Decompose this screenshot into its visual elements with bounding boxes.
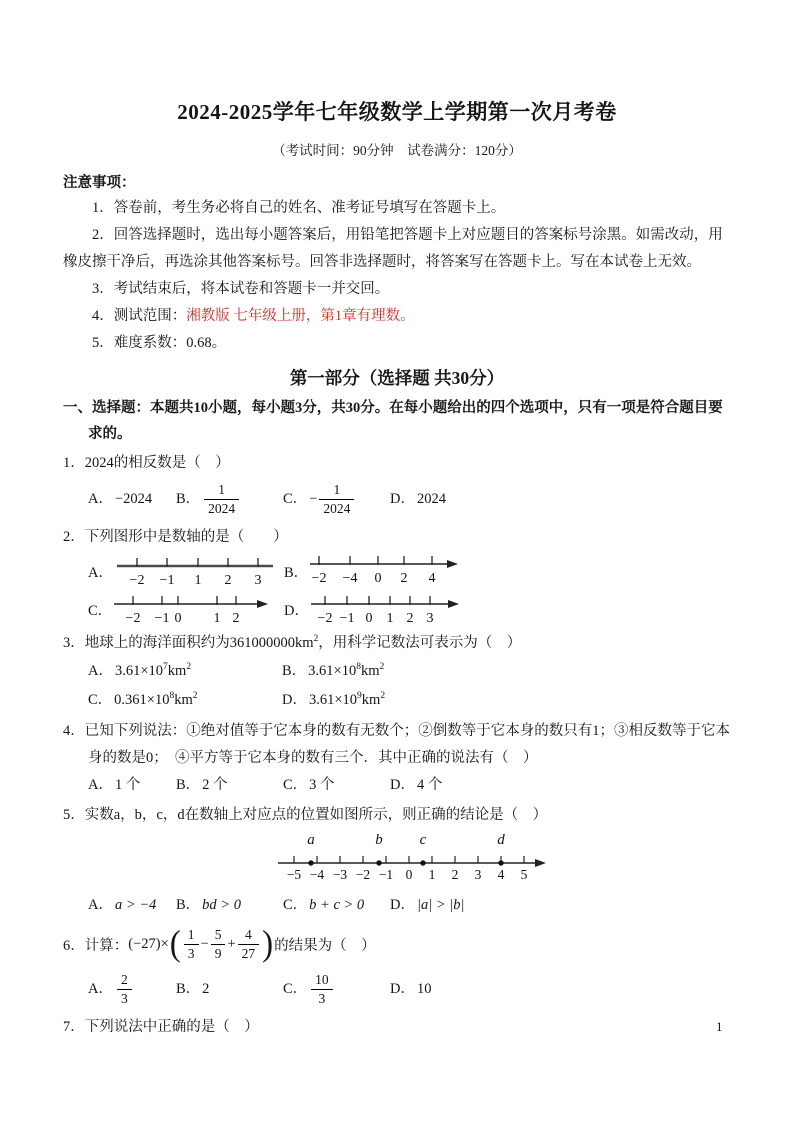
page-content: [63, 88, 731, 1041]
tick-label: −2: [311, 571, 327, 586]
fraction-denominator: 2024: [323, 500, 351, 516]
coefficient: 3.61×10: [308, 663, 357, 679]
big-paren-open: (: [169, 924, 181, 963]
section-1-heading: 第一部分（选择题 共30分）: [289, 368, 505, 388]
tick-label: 1: [194, 573, 202, 588]
notice-item-5: 5．难度系数：0.68。: [92, 335, 227, 351]
fraction-numerator: 4: [238, 927, 260, 945]
q1-option-a-value: −2024: [114, 490, 153, 507]
q6-stem-pre: 6．计算：: [63, 937, 129, 954]
tick-label: 2: [451, 867, 459, 882]
q1-options: [63, 477, 731, 521]
tick-label: 3: [474, 867, 482, 882]
q2-figure-row-2: [63, 591, 731, 627]
q1-option-c: [283, 482, 390, 516]
q3-stem: [63, 630, 731, 657]
point-a-dot: [308, 860, 313, 865]
point-b-dot: [376, 860, 381, 865]
q4-option-a-letter: A．: [88, 777, 113, 793]
tick-label: 0: [405, 867, 413, 882]
q2-figure-a-label: A．: [88, 564, 113, 581]
q1-option-a: [88, 486, 176, 513]
question-4: [63, 718, 731, 799]
fraction-denominator: 3: [120, 990, 128, 1006]
q1-option-d-letter: D．: [390, 490, 415, 507]
q4-option-d: [390, 772, 731, 799]
q6-option-a-fraction: [117, 972, 132, 1006]
tick-label: 0: [365, 611, 373, 626]
q4-options: [63, 772, 731, 799]
q6-option-d: [390, 976, 731, 1003]
q6-option-c-fraction: [311, 972, 333, 1006]
tick-label: 3: [254, 573, 262, 588]
notice-item-2: 2．回答选择题时，选出每小题答案后，用铅笔把答题卡上对应题目的答案标号涂黑。如需改动，用橡皮擦干净后，再选涂其他答案标号。回答非选择题时，将答案写在答题卡上。写在本试卷上无效。: [63, 227, 723, 270]
operator-minus: −: [200, 935, 209, 952]
tick-label: 0: [174, 611, 182, 626]
q2-figure-c: [88, 591, 284, 627]
q5-number-line: [278, 831, 552, 887]
fraction-denominator: 27: [241, 945, 256, 961]
page-title: 2024-2025学年七年级数学上学期第一次月考卷: [177, 100, 617, 124]
tick-label: −1: [154, 611, 170, 626]
q6-stem: [63, 921, 731, 967]
q4-option-b-letter: B．: [176, 777, 201, 793]
tick-label: 0: [374, 571, 382, 586]
q2-stem: 2．下列图形中是数轴的是（ ）: [63, 529, 288, 545]
q5-stem: 5．实数a，b，c，d在数轴上对应点的位置如图所示，则正确的结论是（ ）: [63, 807, 548, 823]
operator-plus: +: [227, 935, 236, 952]
q4-option-b: [176, 772, 283, 799]
fraction-denominator: 9: [214, 945, 222, 961]
q5-option-b-value: bd > 0: [202, 897, 241, 913]
unit: km: [167, 663, 187, 679]
notice-section: [63, 171, 731, 357]
q4-option-b-value: 2 个: [202, 777, 228, 793]
point-d-label: d: [497, 832, 505, 848]
q4-option-c-value: 3 个: [309, 777, 335, 793]
q6-option-c: [283, 972, 390, 1006]
q6-expression-lead: (−27)×: [128, 935, 169, 952]
q4-option-d-letter: D．: [390, 777, 415, 793]
q3-option-d: [282, 686, 731, 715]
q3-options: [63, 657, 731, 715]
section-1-instruction: 一、选择题：本题共10小题，每小题3分，共30分。在每小题给出的四个选项中，只有一项是符合题目要求的。: [63, 400, 723, 442]
question-3: [63, 630, 731, 715]
question-5: [63, 802, 731, 919]
q1-option-b-letter: B．: [176, 490, 201, 507]
q2-figure-a: [88, 553, 284, 589]
fraction-denominator: 3: [187, 945, 195, 961]
unit-exponent: 2: [380, 691, 386, 702]
q4-option-c-letter: C．: [283, 777, 308, 793]
tick-label: 1: [386, 611, 394, 626]
minus-sign: −: [309, 490, 318, 507]
q5-option-a: [88, 892, 176, 919]
coefficient: 3.61×10: [114, 663, 164, 679]
arrow-icon: [257, 600, 268, 608]
q1-stem: 1．2024的相反数是（ ）: [63, 455, 230, 471]
fraction-numerator: 2: [117, 972, 132, 990]
q5-option-d-letter: D．: [390, 897, 415, 913]
question-7: [63, 1014, 731, 1041]
q6-fraction-2: [211, 927, 226, 961]
q5-option-d: [390, 892, 731, 919]
unit: km: [361, 692, 381, 708]
point-a-label: a: [307, 832, 315, 848]
q6-option-d-value: 10: [416, 980, 432, 997]
coefficient: 3.61×10: [308, 692, 358, 708]
coefficient: 0.361×10: [114, 692, 170, 708]
q3-option-d-letter: D．: [282, 692, 307, 708]
q5-option-a-value: a > −4: [114, 897, 157, 913]
q6-options: [63, 967, 731, 1011]
tick-label: 4: [497, 867, 505, 882]
q5-option-c: [283, 892, 390, 919]
q6-fraction-3: [238, 927, 260, 961]
q5-option-c-letter: C．: [283, 897, 308, 913]
question-1: [63, 450, 731, 521]
q2-figure-b: [284, 553, 465, 589]
point-b-label: b: [375, 832, 383, 848]
q4-stem: 4．已知下列说法：①绝对值等于它本身的数有无数个；②倒数等于它本身的数只有1；③相反数等于它本身的数是0； ④平方等于它本身的数有三个．其中正确的说法有（ ）: [63, 723, 730, 766]
tick-label: −2: [355, 867, 371, 882]
notice-item-4-prefix: 4．测试范围：: [92, 308, 187, 324]
q5-option-a-letter: A．: [88, 897, 113, 913]
exponent: 8: [356, 662, 361, 673]
q5-figure: [278, 831, 731, 892]
q6-option-d-letter: D．: [390, 980, 415, 997]
exponent: 9: [357, 691, 362, 702]
point-c-dot: [420, 860, 425, 865]
q2-figure-d: [284, 591, 466, 627]
q4-option-c: [283, 772, 390, 799]
q2-figure-b-label: B．: [284, 564, 309, 581]
q6-stem-post: 的结果为（ ）: [274, 937, 376, 954]
notice-item-1: 1．答卷前，考生务必将自己的姓名、准考证号填写在答题卡上。: [92, 200, 506, 216]
number-line-b: [310, 553, 465, 589]
q1-option-d: [390, 486, 731, 513]
fraction-numerator: 5: [211, 927, 226, 945]
arrow-icon: [448, 600, 459, 608]
unit: km: [360, 663, 380, 679]
q3-option-b: [282, 657, 731, 686]
number-line-a: [115, 553, 280, 589]
tick-label: −3: [332, 867, 348, 882]
tick-label: 5: [520, 867, 528, 882]
q5-option-d-value: |a| > |b|: [416, 897, 465, 913]
q3-option-c-letter: C．: [88, 692, 113, 708]
ticks: [294, 856, 524, 863]
q1-option-c-letter: C．: [283, 490, 308, 507]
notice-item-3: 3．考试结束后，将本试卷和答题卡一并交回。: [92, 281, 390, 297]
q4-option-a: [88, 772, 176, 799]
tick-label: 1: [428, 867, 436, 882]
q3-option-b-letter: B．: [282, 663, 307, 679]
fraction-denominator: 2024: [208, 500, 236, 516]
q6-option-b-value: 2: [202, 980, 210, 997]
fraction-numerator: 1: [184, 927, 199, 945]
tick-label: 2: [232, 611, 240, 626]
q6-option-a-letter: A．: [88, 980, 113, 997]
tick-label: −5: [286, 867, 302, 882]
tick-label: −2: [125, 611, 141, 626]
q2-figure-d-label: D．: [284, 602, 309, 619]
notice-item-4: [63, 303, 731, 330]
unit-exponent: 2: [379, 662, 385, 673]
q6-option-a: [88, 972, 176, 1006]
tick-label: 2: [400, 571, 408, 586]
q1-option-d-value: 2024: [416, 490, 446, 507]
q3-option-a: [88, 657, 282, 686]
tick-label: −4: [342, 571, 358, 586]
q3-option-a-letter: A．: [88, 663, 113, 679]
q5-option-c-value: b + c > 0: [309, 897, 365, 913]
q2-figure-c-label: C．: [88, 602, 113, 619]
exam-time-score-line: （考试时间：90分钟 试卷满分：120分）: [272, 143, 522, 158]
unit-exponent: 2: [186, 662, 192, 673]
superscript: 2: [313, 634, 319, 645]
big-paren-close: ): [262, 924, 274, 963]
tick-label: −1: [378, 867, 394, 882]
question-2: [63, 524, 731, 627]
q1-option-b: [176, 482, 283, 516]
number-line-d: [311, 591, 466, 627]
q2-figure-row-1: [63, 553, 731, 589]
tick-label: −1: [339, 611, 355, 626]
question-6: [63, 921, 731, 1011]
tick-label: 2: [406, 611, 414, 626]
fraction-numerator: 1: [319, 482, 354, 500]
q6-fraction-1: [184, 927, 199, 961]
number-line-c: [114, 591, 279, 627]
tick-label: −4: [309, 867, 325, 882]
arrow-icon: [535, 859, 546, 867]
q1-option-a-letter: A．: [88, 490, 113, 507]
q4-option-d-value: 4 个: [416, 777, 443, 793]
tick-label: 2: [224, 573, 232, 588]
q3-stem-pre: 3．地球上的海洋面积约为361000000km: [63, 635, 314, 651]
exponent: 8: [169, 691, 175, 702]
tick-label: 1: [213, 611, 221, 626]
exponent: 7: [163, 662, 168, 673]
tick-label: −1: [159, 573, 175, 588]
page-number: 1: [716, 1019, 723, 1034]
tick-label: 3: [426, 611, 434, 626]
q6-option-b-letter: B．: [176, 980, 201, 997]
fraction-numerator: 1: [204, 482, 239, 500]
q5-option-b-letter: B．: [176, 897, 201, 913]
point-d-dot: [498, 860, 503, 865]
notice-heading: 注意事项：: [63, 175, 136, 191]
q4-option-a-value: 1 个: [114, 777, 141, 793]
fraction-denominator: 3: [318, 990, 326, 1006]
fraction-numerator: 10: [311, 972, 333, 990]
unit-exponent: 2: [192, 691, 198, 702]
q7-stem: 7．下列说法中正确的是（ ）: [63, 1019, 259, 1035]
q5-option-b: [176, 892, 283, 919]
unit: km: [174, 692, 193, 708]
tick-label: −2: [129, 573, 145, 588]
tick-label: 4: [428, 571, 436, 586]
q6-option-b: [176, 976, 283, 1003]
q3-stem-post: ，用科学记数法可表示为（ ）: [318, 635, 522, 651]
tick-label: −2: [317, 611, 333, 626]
q3-option-c: [88, 686, 282, 715]
q1-option-c-fraction: [319, 482, 354, 516]
arrow-icon: [447, 560, 458, 568]
notice-item-4-range: 湘教版 七年级上册，第1章有理数。: [186, 308, 415, 324]
q6-option-c-letter: C．: [283, 980, 308, 997]
q1-option-b-fraction: [204, 482, 239, 516]
q5-options: [63, 892, 731, 919]
point-c-label: c: [419, 832, 427, 848]
